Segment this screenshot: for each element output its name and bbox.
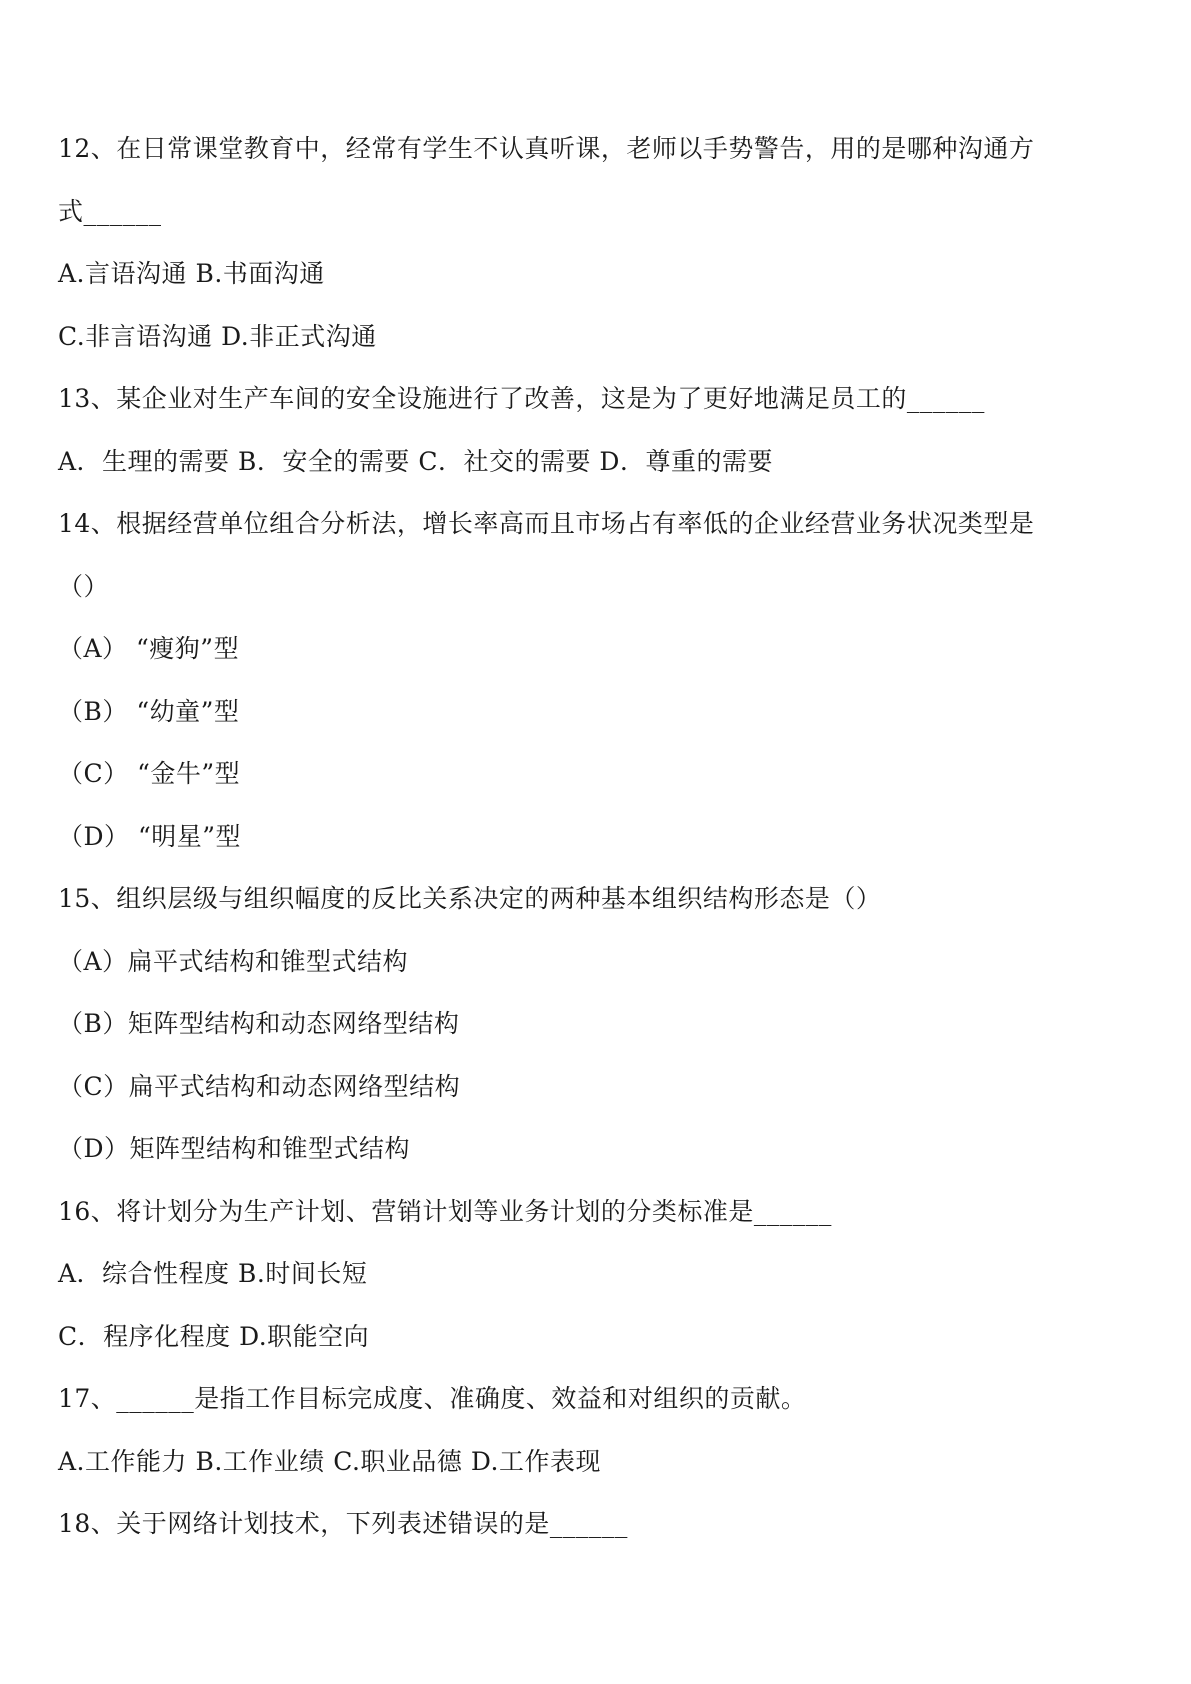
question-15-option-c: （C）扁平式结构和动态网络型结构 [58,1071,461,1101]
question-15-stem: 15、组织层级与组织幅度的反比关系决定的两种基本组织结构形态是（） [58,884,882,913]
question-12-stem: 12、在日常课堂教育中，经常有学生不认真听课，老师以手势警告，用的是哪种沟通方 [58,134,1035,163]
question-13-options: A．生理的需要 B．安全的需要 C．社交的需要 D．尊重的需要 [58,446,773,476]
question-15-option-d: （D）矩阵型结构和锥型式结构 [58,1134,411,1163]
question-17-stem: 17、______是指工作目标完成度、准确度、效益和对组织的贡献。 [58,1384,807,1413]
question-13-stem: 13、某企业对生产车间的安全设施进行了改善，这是为了更好地满足员工的______ [58,384,985,413]
question-14-stem: 14、根据经营单位组合分析法，增长率高而且市场占有率低的企业经营业务状况类型是 [58,509,1035,538]
question-12-options-ab: A.言语沟通 B.书面沟通 [58,259,325,288]
question-14-stem-continued: （） [58,571,110,601]
question-14-option-d: （D） “明星”型 [58,821,242,851]
question-14-option-a: （A） “瘦狗”型 [58,634,240,663]
question-14-option-c: （C） “金牛”型 [58,759,241,788]
question-18-stem: 18、关于网络计划技术，下列表述错误的是______ [58,1509,628,1538]
question-16-options-cd: C．程序化程度 D.职能空向 [58,1321,370,1351]
question-12-options-cd: C.非言语沟通 D.非正式沟通 [58,321,377,351]
question-14-option-b: （B） “幼童”型 [58,696,240,726]
question-12-stem-continued: 式______ [58,196,162,226]
question-15-option-b: （B）矩阵型结构和动态网络型结构 [58,1009,460,1038]
question-16-stem: 16、将计划分为生产计划、营销计划等业务计划的分类标准是______ [58,1196,832,1226]
question-15-option-a: （A）扁平式结构和锥型式结构 [58,946,409,976]
question-16-options-ab: A．综合性程度 B.时间长短 [58,1259,368,1288]
document-page [58,118,1138,1556]
question-17-options: A.工作能力 B.工作业绩 C.职业品德 D.工作表现 [58,1446,601,1476]
